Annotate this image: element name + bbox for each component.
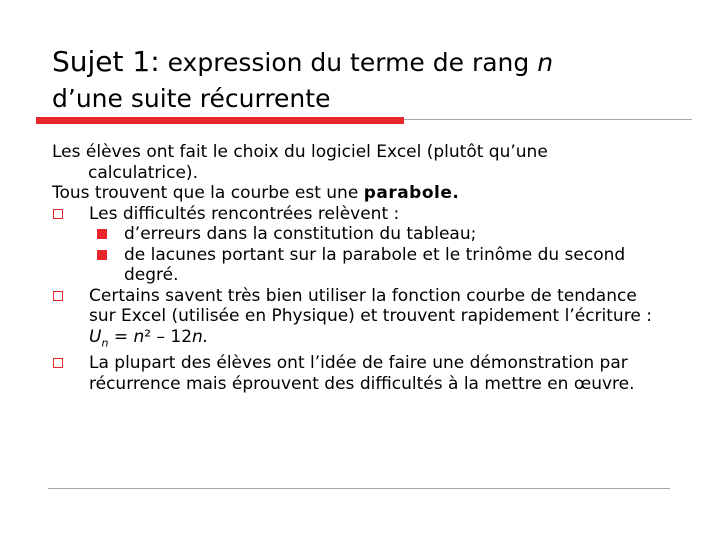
footer-divider-rule: [48, 488, 670, 489]
formula-end: n.: [192, 326, 209, 347]
subbullet-gaps: [52, 245, 662, 286]
hollow-square-icon: [53, 358, 63, 368]
paragraph-parabola-text: Tous trouvent que la courbe est une: [52, 183, 364, 203]
bullet-induction-text: La plupart des élèves ont l’idée de faire une démonstration par récurrence mais éprouvent des difficultés à la mettre en œuvre.: [89, 353, 635, 394]
hollow-square-icon: [53, 291, 63, 301]
formula-subscript: n: [101, 335, 109, 349]
bullet-trendline: [52, 286, 662, 354]
bullet-induction: [52, 353, 662, 394]
paragraph-choice: Les élèves ont fait le choix du logiciel Excel (plutôt qu’une calculatrice).: [52, 142, 548, 183]
title-lead: Sujet 1:: [52, 45, 160, 78]
formula-u: U: [89, 326, 102, 347]
bullet-difficulties: [52, 204, 662, 225]
filled-square-icon: [97, 250, 107, 260]
formula-middle: ² – 12: [144, 326, 193, 347]
title-accent-rule: [36, 117, 404, 124]
bullet-trendline-text: Certains savent très bien utiliser la fonction courbe de tendance sur Excel (utilisée en Physique) et trouvent rapidement l’écriture :: [89, 285, 652, 326]
title-rest: expression du terme de rang: [159, 48, 538, 77]
slide-title: [52, 44, 692, 117]
slide-body: [52, 142, 662, 394]
subbullet-errors-text: d’erreurs dans la constitution du tableau;: [124, 224, 477, 244]
formula-equals: =: [108, 326, 134, 347]
title-line2: d’une suite récurrente: [52, 84, 331, 113]
formula-n: n: [133, 326, 145, 347]
subbullet-errors: [52, 224, 662, 245]
filled-square-icon: [97, 229, 107, 239]
parabola-keyword: parabole.: [363, 183, 460, 203]
title-variable: n: [537, 48, 554, 77]
subbullet-gaps-text: de lacunes portant sur la parabole et le trinôme du second degré.: [124, 244, 626, 285]
hollow-square-icon: [53, 209, 63, 219]
paragraph-parabola: [52, 183, 662, 204]
bullet-difficulties-text: Les difficultés rencontrées relèvent :: [89, 203, 400, 224]
title-divider-rule: [404, 119, 692, 120]
